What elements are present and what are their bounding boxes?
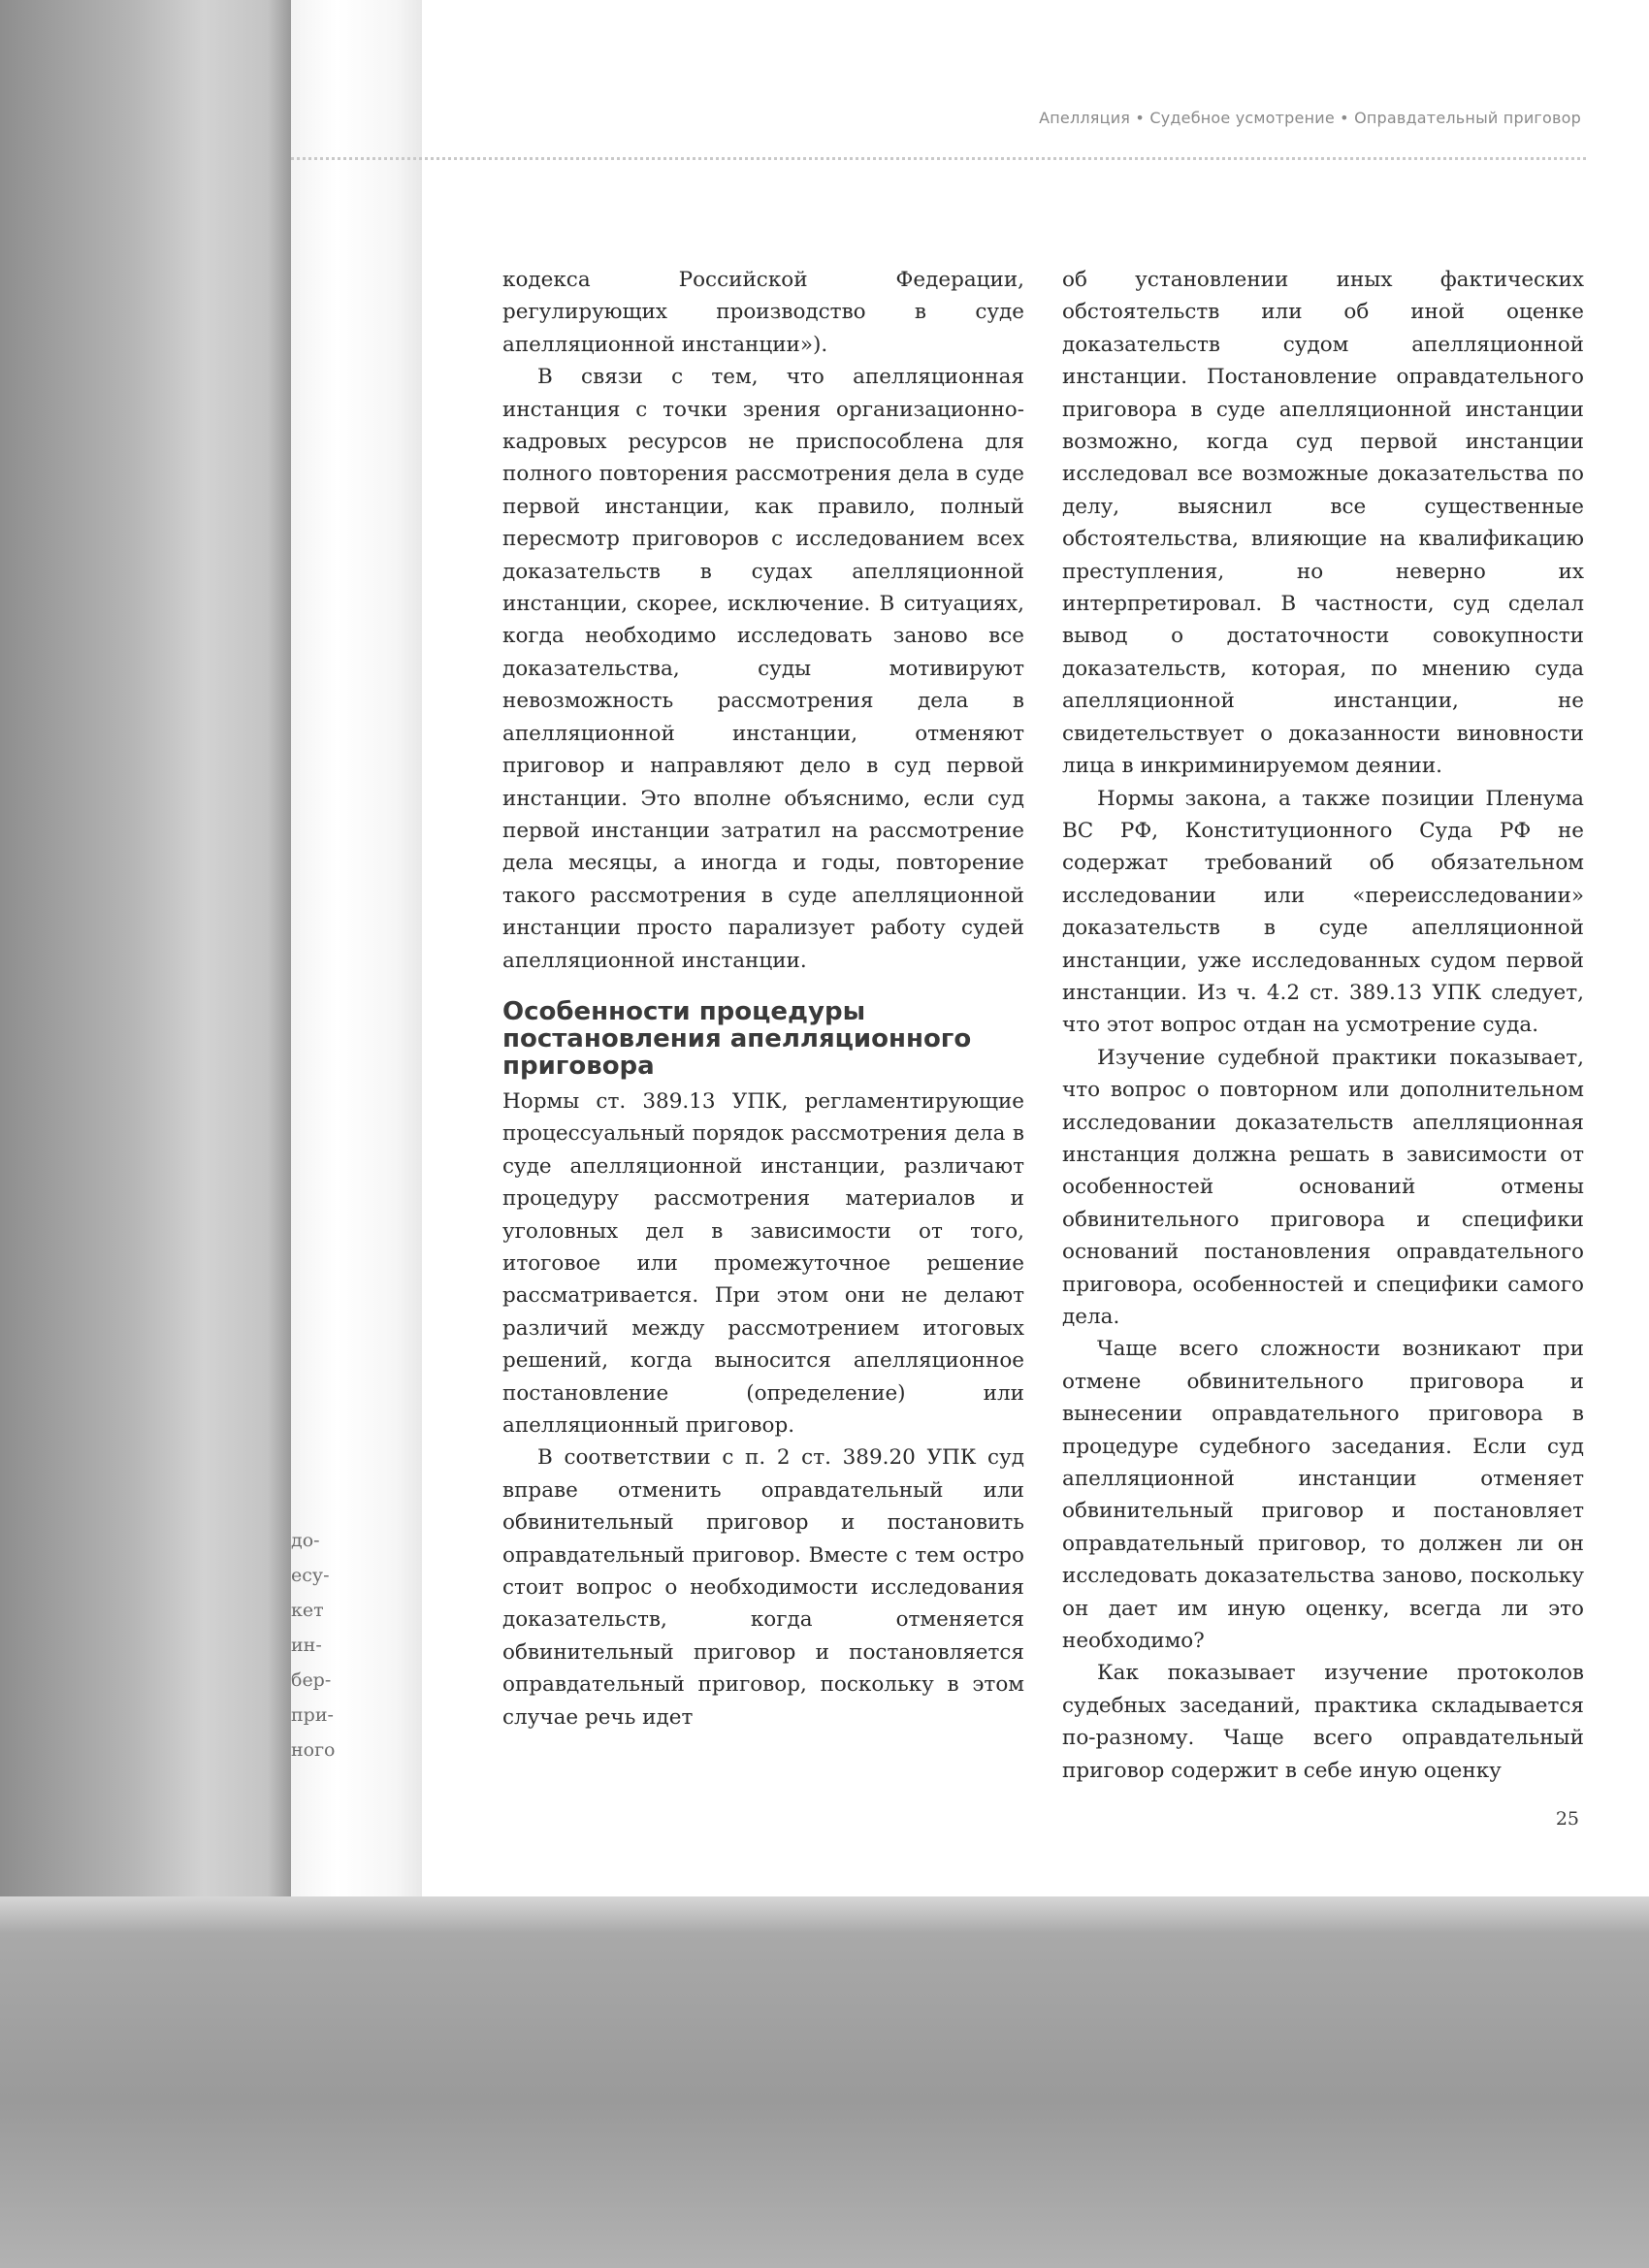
paragraph: Нормы закона, а также позиции Пленума ВС РФ, Конституционного Суда РФ не содержат требований об обязательном исследовании или «переисследовании» доказательств в суде апелляционной инстанции, уже исследованных судом первой инстанции. Из ч. 4.2 ст. 389.13 УПК следует, что этот вопрос отдан на усмотрение суда. xyxy=(1062,786,1584,1038)
fragment-line: ин- xyxy=(291,1635,322,1656)
paragraph: В соответствии с п. 2 ст. 389.20 УПК суд вправе отменить оправдательный или обвинительный приговор и постановить оправдательный приговор. Вместе с тем остро стоит вопрос о необходимости исследования доказательств, когда отменяется обвинительный приговор и постановляется оправдательный приговор, поскольку в этом случае речь идет xyxy=(502,1445,1024,1730)
paragraph: Как показывает изучение протоколов судебных заседаний, практика складывается по-разному. Чаще всего оправдательный приговор содержит в себе иную оценку xyxy=(1062,1661,1584,1783)
scanner-shadow-left xyxy=(0,0,291,1901)
fragment-line: есу- xyxy=(291,1565,330,1586)
section-heading: Особенности процедуры постановления апелляционного приговора xyxy=(502,996,972,1081)
text-column-left xyxy=(502,264,1024,1733)
paragraph: Нормы ст. 389.13 УПК, регламентирующие процессуальный порядок рассмотрения дела в суде апелляционной инстанции, различают процедуру рассмотрения материалов и уголовных дел в зависимости от того, итоговое или промежуточное решение рассматривается. При этом они не делают различий между рассмотрением итоговых решений, когда выносится апелляционное постановление (определение) или апелляционный приговор. xyxy=(502,1088,1024,1438)
page-number: 25 xyxy=(1555,1808,1579,1830)
paragraph: В связи с тем, что апелляционная инстанция с точки зрения организационно-кадровых ресурсов не приспособлена для полного повторения рассмотрения дела в суде первой инстанции, как правило, полный пересмотр приговоров с исследованием всех доказательств в судах апелляционной инстанции, скорее, исключение. В ситуациях, когда необходимо исследовать заново все доказательства, суды мотивируют невозможность рассмотрения дела в апелляционной инстанции, отменяют приговор и направляют дело в суд первой инстанции. Это вполне объяснимо, если суд первой инстанции затратил на рассмотрение дела месяцы, а иногда и годы, повторение такого рассмотрения в суде апелляционной инстанции просто парализует работу судей апелляционной инстанции. xyxy=(502,365,1024,973)
paragraph: Чаще всего сложности возникают при отмене обвинительного приговора и вынесении оправдательного приговора в процедуре судебного заседания. Если суд апелляционной инстанции отменяет обвинительный приговор и постановляет оправдательный приговор, то должен ли он исследовать доказательства заново, поскольку он дает им иную оценку, всегда ли это необходимо? xyxy=(1062,1337,1584,1654)
text-column-right xyxy=(1062,264,1584,1787)
paragraph: об установлении иных фактических обстоятельств или об иной оценке доказательств судом апелляционной инстанции. Постановление оправдательного приговора в суде апелляционной инстанции возможно, когда суд первой инстанции исследовал все возможные доказательства по делу, выяснил все существенные обстоятельства, влияющие на квалификацию преступления, но неверно их интерпретировал. В частности, суд сделал вывод о достаточности совокупности доказательств, которая, по мнению суда апелляционной инстанции, не свидетельствует о доказанности виновности лица в инкриминируемом деянии. xyxy=(1062,268,1584,779)
fragment-line: бер- xyxy=(291,1669,332,1691)
paragraph: Изучение судебной практики показывает, что вопрос о повторном или дополнительном исследовании доказательств апелляционная инстанция должна решать в зависимости от особенностей оснований отмены обвинительного приговора и специфики оснований постановления оправдательного приговора, особенностей и специфики самого дела. xyxy=(1062,1045,1584,1329)
fragment-line: до- xyxy=(291,1530,320,1551)
header-dotted-rule xyxy=(291,157,1586,160)
paragraph: кодекса Российской Федерации, регулирующих производство в суде апелляционной инстанции»). xyxy=(502,268,1024,357)
scanner-shadow-bottom xyxy=(0,1896,1649,2268)
running-header: Апелляция • Судебное усмотрение • Оправдательный приговор xyxy=(1039,109,1581,127)
fragment-line: кет xyxy=(291,1600,324,1621)
fragment-line: ного xyxy=(291,1739,336,1761)
fragment-line: при- xyxy=(291,1704,334,1726)
previous-page-fragment xyxy=(291,1523,369,1767)
